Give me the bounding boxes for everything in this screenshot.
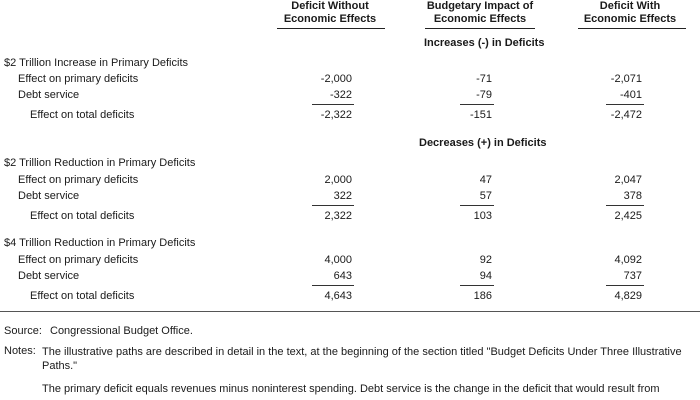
column-header-impact [420,0,540,26]
cell-value: 47 [479,174,492,186]
cell-value: 378 [623,190,642,202]
cell-value: 92 [479,254,492,266]
cell-value: -2,000 [320,73,352,85]
notes-line1: The illustrative paths are described in detail in the text, at the beginning of the section titled "Budget Deficits Under Three Illustrative [42,346,682,358]
column-header-line1: Budgetary Impact of [426,0,534,12]
column-header-line2: Economic Effects [583,13,677,25]
cell-value: -71 [476,73,492,85]
row-label: Effect on primary deficits [18,254,139,266]
cell-value: -322 [329,89,352,101]
subheader-increases: Increases (-) in Deficits [424,37,545,49]
cell-value: -401 [619,89,642,101]
subheader-decreases: Decreases (+) in Deficits [419,137,547,149]
cell-value: 643 [333,270,352,282]
notes-line2: Paths." [42,360,78,372]
row-label: Effect on primary deficits [18,73,139,85]
sum-rule [460,285,494,286]
cell-value: 322 [333,190,352,202]
column-header-with [570,0,690,26]
row-label-total: Effect on total deficits [30,290,135,302]
cell-value: 2,322 [324,210,352,222]
section-title: $4 Trillion Reduction in Primary Deficits [4,237,196,249]
cell-value: -151 [469,109,492,121]
sum-rule [606,104,644,105]
source-label: Source: [4,325,42,337]
cell-value: -2,071 [610,73,642,85]
cell-value: 57 [479,190,492,202]
sum-rule [606,285,644,286]
header-underline [277,28,385,29]
source-text: Congressional Budget Office. [50,325,193,337]
row-label: Debt service [18,270,80,282]
cell-value: 4,643 [324,290,352,302]
sum-rule [606,205,644,206]
row-label: Debt service [18,89,80,101]
column-header-line1: Deficit Without [291,0,369,12]
column-header-line2: Economic Effects [433,13,527,25]
column-header-without [270,0,390,26]
sum-rule [312,285,354,286]
cell-value: 4,092 [614,254,642,266]
notes-label: Notes: [4,345,36,357]
notes-line3: The primary deficit equals revenues minus noninterest spending. Debt service is the change in the deficit that would result from [42,383,660,395]
header-underline [425,28,535,29]
sum-rule [460,205,494,206]
cell-value: 2,000 [324,174,352,186]
column-header-line1: Deficit With [599,0,661,12]
sum-rule [460,104,494,105]
cell-value: 186 [473,290,492,302]
cell-value: 103 [473,210,492,222]
cell-value: 2,047 [614,174,642,186]
section-title: $2 Trillion Reduction in Primary Deficits [4,157,196,169]
row-label: Effect on primary deficits [18,174,139,186]
table-bottom-rule [0,311,700,312]
cell-value: 737 [623,270,642,282]
row-label-total: Effect on total deficits [30,109,135,121]
sum-rule [312,205,354,206]
section-title: $2 Trillion Increase in Primary Deficits [4,57,189,69]
cell-value: 4,829 [614,290,642,302]
cell-value: -2,322 [320,109,352,121]
cell-value: 4,000 [324,254,352,266]
header-underline [578,28,686,29]
column-header-line2: Economic Effects [283,13,377,25]
row-label: Debt service [18,190,80,202]
cell-value: 94 [479,270,492,282]
cell-value: 2,425 [614,210,642,222]
row-label-total: Effect on total deficits [30,210,135,222]
cell-value: -2,472 [610,109,642,121]
sum-rule [312,104,354,105]
cell-value: -79 [476,89,492,101]
